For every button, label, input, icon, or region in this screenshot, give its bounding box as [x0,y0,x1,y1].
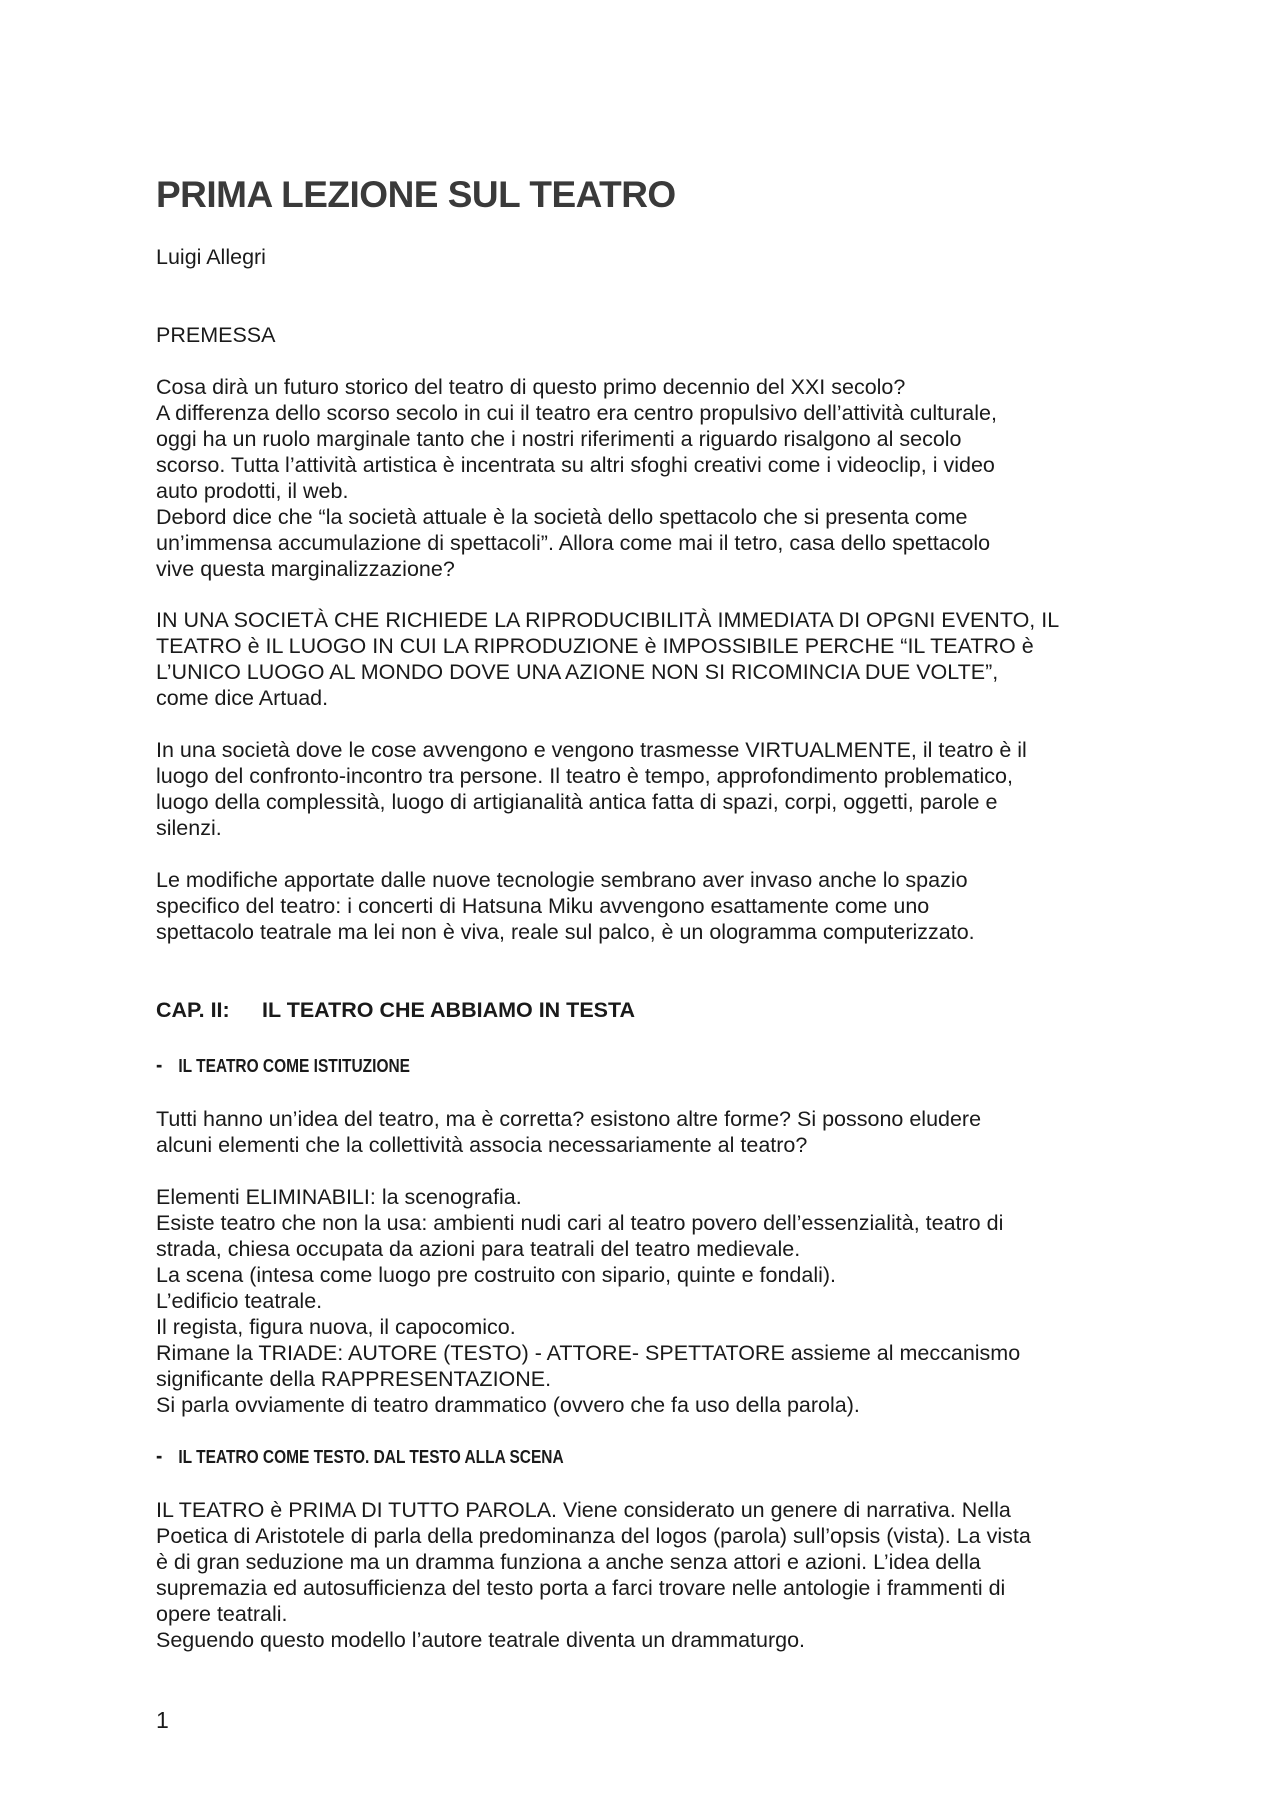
chapter-title: IL TEATRO CHE ABBIAMO IN TESTA [262,998,636,1022]
text-line: è di gran seduzione ma un dramma funziona a anche senza attori e azioni. L’idea della [156,1550,981,1574]
subsection-title: IL TEATRO COME ISTITUZIONE [178,1056,410,1076]
text-line: strada, chiesa occupata da azioni para teatrali del teatro medievale. [156,1237,801,1261]
text-line: Il regista, figura nuova, il capocomico. [156,1315,516,1339]
text-line: oggi ha un ruolo marginale tanto che i nostri riferimenti a riguardo risalgono al secolo [156,427,962,451]
text-line: specifico del teatro: i concerti di Hatsuna Miku avvengono esattamente come uno [156,894,930,918]
subsection-title: IL TEATRO COME TESTO. DAL TESTO ALLA SCENA [178,1447,564,1467]
text-line: Debord dice che “la società attuale è la società dello spettacolo che si presenta come [156,505,968,529]
text-line: IL TEATRO è PRIMA DI TUTTO PAROLA. Viene considerato un genere di narrativa. Nella [156,1498,1011,1522]
premessa-paragraph-3 [156,737,1136,841]
subsection-heading-testo [156,1444,564,1469]
document-title: PRIMA LEZIONE SUL TEATRO [156,174,676,215]
text-line: L’edificio teatrale. [156,1289,323,1313]
text-line: La scena (intesa come luogo pre costruito con sipario, quinte e fondali). [156,1263,837,1287]
text-line: spettacolo teatrale ma lei non è viva, reale sul palco, è un ologramma computerizzato. [156,920,975,944]
bullet-dash: - [156,1443,163,1468]
text-line: L’UNICO LUOGO AL MONDO DOVE UNA AZIONE NON SI RICOMINCIA DUE VOLTE”, [156,660,999,684]
document-page [156,0,1136,1811]
text-line: silenzi. [156,816,222,840]
text-line: IN UNA SOCIETÀ CHE RICHIEDE LA RIPRODUCIBILITÀ IMMEDIATA DI OPGNI EVENTO, IL [156,608,1060,632]
text-line: Si parla ovviamente di teatro drammatico (ovvero che fa uso della parola). [156,1393,860,1417]
istituzione-paragraph-2 [156,1184,1136,1418]
chapter-number: CAP. II: [156,998,230,1022]
text-line: un’immensa accumulazione di spettacoli”. Allora come mai il tetro, casa dello spettacolo [156,531,991,555]
text-line: scorso. Tutta l’attività artistica è incentrata su altri sfoghi creativi come i videoclip, i video [156,453,995,477]
chapter-heading [156,997,635,1023]
text-line: Poetica di Aristotele di parla della predominanza del logos (parola) sull’opsis (vista). La vista [156,1524,1031,1548]
istituzione-paragraph-1 [156,1106,1136,1158]
testo-paragraph-1 [156,1497,1136,1653]
text-line: Seguendo questo modello l’autore teatrale diventa un drammaturgo. [156,1628,805,1652]
text-line: Tutti hanno un’idea del teatro, ma è corretta? esistono altre forme? Si possono eludere [156,1107,982,1131]
text-line: significante della RAPPRESENTAZIONE. [156,1367,552,1391]
text-line: vive questa marginalizzazione? [156,557,455,581]
text-line: In una società dove le cose avvengono e vengono trasmesse VIRTUALMENTE, il teatro è il [156,738,1027,762]
text-line: come dice Artuad. [156,686,329,710]
text-line: luogo del confronto-incontro tra persone. Il teatro è tempo, approfondimento problematico, [156,764,1013,788]
text-line: A differenza dello scorso secolo in cui il teatro era centro propulsivo dell’attività culturale, [156,401,997,425]
text-line: auto prodotti, il web. [156,479,349,503]
text-line: Elementi ELIMINABILI: la scenografia. [156,1185,522,1209]
premessa-paragraph-2 [156,607,1136,711]
text-line: Le modifiche apportate dalle nuove tecnologie sembrano aver invaso anche lo spazio [156,868,968,892]
text-line: opere teatrali. [156,1602,288,1626]
page-number: 1 [156,1707,169,1733]
author-name: Luigi Allegri [156,245,266,269]
premessa-paragraph-4 [156,867,1136,945]
premessa-label: PREMESSA [156,323,276,347]
premessa-paragraph-1 [156,374,1136,582]
bullet-dash: - [156,1052,163,1077]
text-line: supremazia ed autosufficienza del testo porta a farci trovare nelle antologie i frammenti di [156,1576,1006,1600]
text-line: Rimane la TRIADE: AUTORE (TESTO) - ATTORE- SPETTATORE assieme al meccanismo [156,1341,1021,1365]
text-line: luogo della complessità, luogo di artigianalità antica fatta di spazi, corpi, oggetti, parole e [156,790,998,814]
text-line: Cosa dirà un futuro storico del teatro di questo primo decennio del XXI secolo? [156,375,906,399]
subsection-heading-istituzione [156,1053,410,1078]
text-line: TEATRO è IL LUOGO IN CUI LA RIPRODUZIONE è IMPOSSIBILE PERCHE “IL TEATRO è [156,634,1034,658]
text-line: alcuni elementi che la collettività associa necessariamente al teatro? [156,1133,808,1157]
text-line: Esiste teatro che non la usa: ambienti nudi cari al teatro povero dell’essenzialità, teatro di [156,1211,1004,1235]
